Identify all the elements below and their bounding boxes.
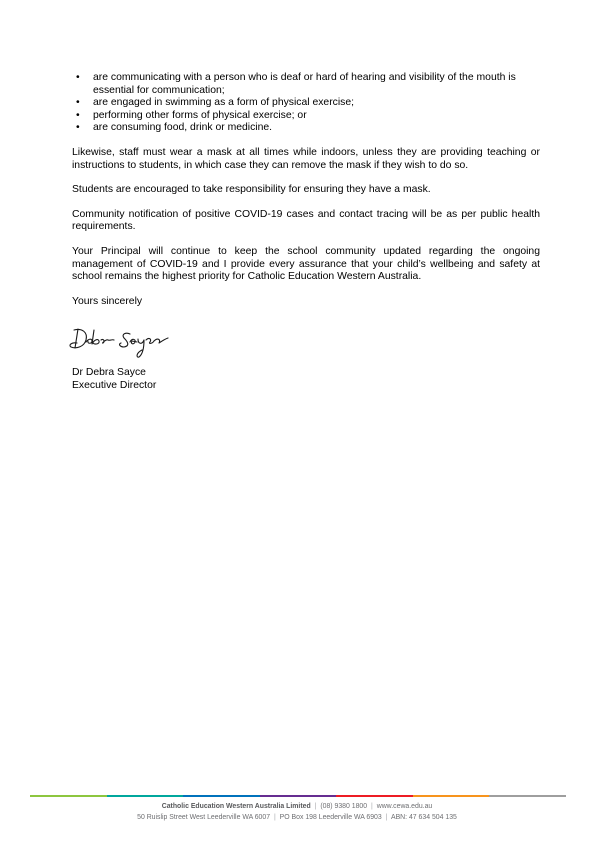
footer-phone: (08) 9380 1800: [320, 803, 368, 810]
footer-website-link[interactable]: www.cewa.edu.au: [376, 803, 433, 810]
footer-separator: |: [371, 803, 373, 810]
footer-bar-segment: [107, 795, 184, 797]
footer-bar-segment: [30, 795, 107, 797]
footer-bar-segment: [183, 795, 260, 797]
list-item: [72, 110, 540, 123]
signatory-name: Dr Debra Sayce: [72, 367, 146, 378]
footer-separator: |: [314, 803, 317, 810]
footer-bar-segment: [260, 795, 337, 797]
footer-line-1: [0, 803, 594, 810]
list-item: [72, 97, 540, 110]
bullet-text: performing other forms of physical exercise; or: [93, 109, 307, 121]
paragraph-principal-updates: Your Principal will continue to keep the school community updated regarding the ongoing management of COVID-19 and I provide every assurance that your child’s wellbeing and safety at school remains the highest priority for Catholic Education Western Australia.: [72, 245, 540, 283]
footer-line-2: [0, 814, 594, 821]
signature-image: [68, 322, 178, 360]
bullet-icon: •: [76, 97, 80, 109]
bullet-icon: •: [76, 109, 80, 121]
footer-abn: ABN: 47 634 504 135: [390, 814, 457, 821]
bullet-list: [72, 72, 540, 135]
bullet-text: are engaged in swimming as a form of physical exercise;: [93, 97, 355, 109]
footer-bar-segment: [336, 795, 413, 797]
paragraph-staff-masks: Likewise, staff must wear a mask at all times while indoors, unless they are providing teaching or instructions to students, in which case they can remove the mask if they wish to do so.: [72, 146, 540, 171]
bullet-icon: •: [76, 122, 80, 134]
closing-salutation: Yours sincerely: [72, 295, 143, 307]
bullet-text: are consuming food, drink or medicine.: [93, 122, 273, 134]
signatory-title: Executive Director: [72, 379, 157, 391]
list-item: [72, 122, 540, 135]
footer-separator: |: [385, 814, 388, 821]
footer-street-address: 50 Ruislip Street West Leederville WA 6007: [137, 814, 271, 821]
signoff-block: [72, 367, 156, 392]
bullet-icon: •: [76, 72, 80, 83]
paragraph-community-notification: Community notification of positive COVID-19 cases and contact tracing will be as per public health requirements.: [72, 208, 540, 233]
letter-body: [72, 72, 540, 308]
list-item: [72, 72, 540, 97]
footer-org-name: Catholic Education Western Australia Limited: [161, 803, 311, 810]
footer-color-bar: [30, 795, 566, 797]
footer-po-box: PO Box 198 Leederville WA 6903: [279, 814, 382, 821]
paragraph-students-masks: Students are encouraged to take responsibility for ensuring they have a mask.: [72, 184, 431, 196]
footer-bar-segment: [413, 795, 490, 797]
bullet-text: are communicating with a person who is deaf or hard of hearing and visibility of the mouth is essential for communication;: [93, 72, 516, 96]
footer-separator: |: [273, 814, 276, 821]
footer-bar-segment: [489, 795, 566, 797]
